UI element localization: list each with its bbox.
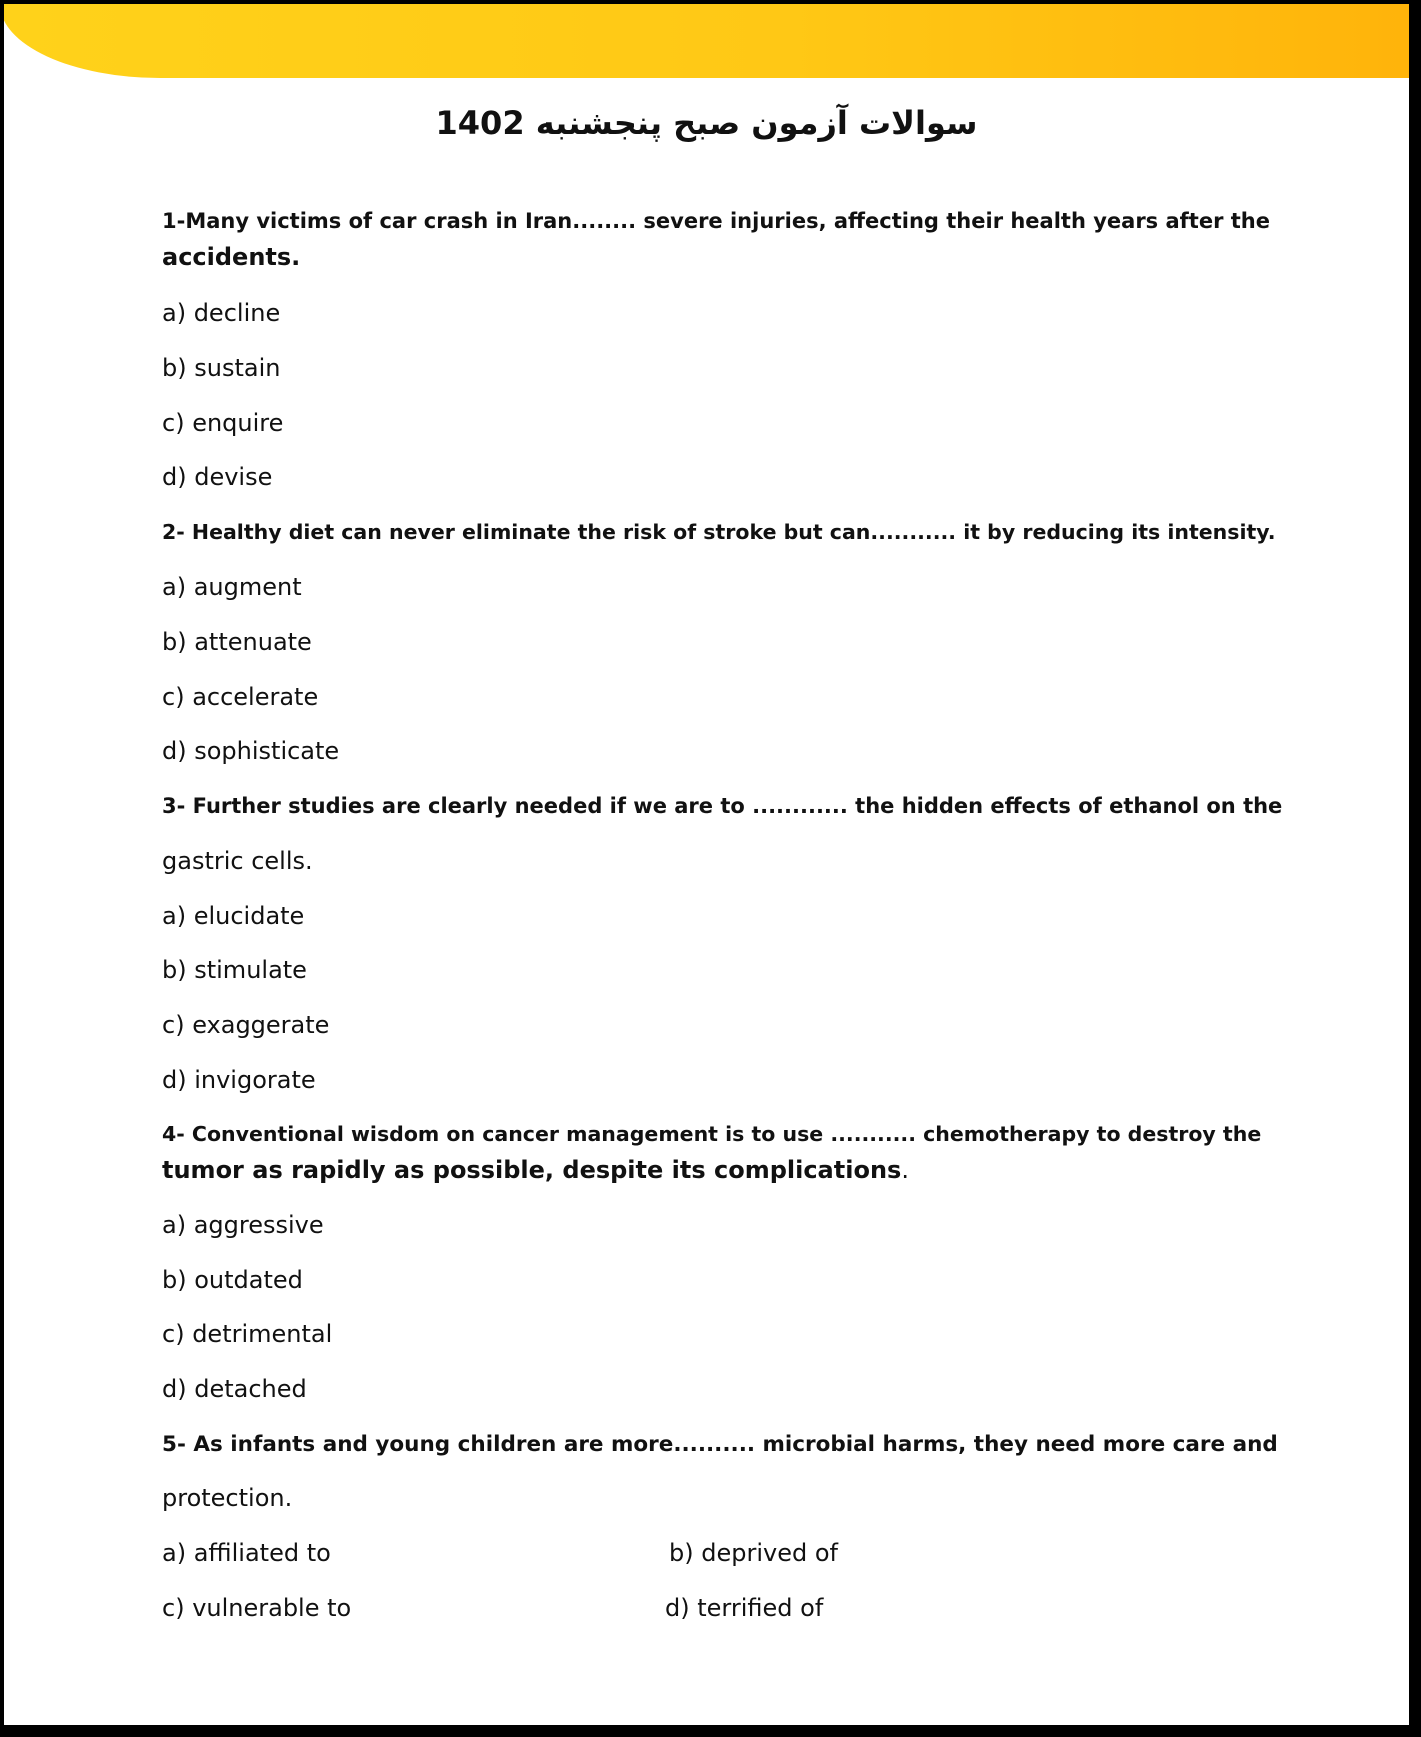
question-4-option-d: d) detached xyxy=(162,1375,307,1403)
question-3-option-b: b) stimulate xyxy=(162,956,307,984)
question-1-text-cont: accidents. xyxy=(162,243,301,271)
question-5-option-a: a) affiliated to xyxy=(162,1539,331,1567)
question-2-option-d: d) sophisticate xyxy=(162,737,340,765)
question-4-trailing-period: . xyxy=(901,1156,909,1184)
question-4-option-b: b) outdated xyxy=(162,1266,303,1294)
question-4-text-cont-bold: tumor as rapidly as possible, despite its complications xyxy=(162,1156,902,1184)
question-1-text: 1-Many victims of car crash in Iran........ severe injuries, affecting their health years after the xyxy=(162,209,1270,233)
header-banner xyxy=(0,4,1421,78)
question-4-option-a: a) aggressive xyxy=(162,1211,324,1239)
question-1-option-d: d) devise xyxy=(162,463,273,491)
question-5-text: 5- As infants and young children are more.......... microbial harms, they need more care and xyxy=(162,1432,1278,1457)
question-2-option-c: c) accelerate xyxy=(162,683,319,711)
question-4-text: 4- Conventional wisdom on cancer management is to use ........... chemotherapy to destroy the xyxy=(162,1122,1262,1146)
question-2-option-b: b) attenuate xyxy=(162,628,312,656)
question-4-text-cont xyxy=(162,1153,909,1188)
question-3-option-c: c) exaggerate xyxy=(162,1011,330,1039)
question-3-text-cont: gastric cells. xyxy=(162,847,313,875)
question-3-text: 3- Further studies are clearly needed if we are to ............ the hidden effects of ethanol on the xyxy=(162,794,1283,818)
question-3-option-a: a) elucidate xyxy=(162,902,305,930)
page-title: سوالات آزمون صبح پنجشنبه 1402 xyxy=(435,104,978,142)
question-3-option-d: d) invigorate xyxy=(162,1066,316,1094)
question-5-option-c: c) vulnerable to xyxy=(162,1594,352,1622)
question-2-text: 2- Healthy diet can never eliminate the risk of stroke but can........... it by reducing its intensity. xyxy=(162,520,1276,544)
question-1-option-c: c) enquire xyxy=(162,409,284,437)
question-1-option-a: a) decline xyxy=(162,299,281,327)
question-5-option-b: b) deprived of xyxy=(669,1539,838,1567)
question-2-option-a: a) augment xyxy=(162,573,302,601)
question-5-option-d: d) terrified of xyxy=(665,1594,824,1622)
question-1-option-b: b) sustain xyxy=(162,354,281,382)
question-5-text-cont: protection. xyxy=(162,1484,293,1512)
question-4-option-c: c) detrimental xyxy=(162,1320,333,1348)
